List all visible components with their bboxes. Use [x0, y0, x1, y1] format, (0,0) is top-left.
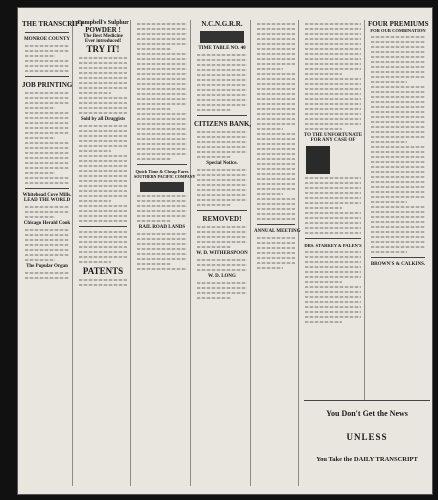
column-5: [254, 20, 299, 486]
bottom-banner: [304, 400, 430, 493]
train-icon: [140, 182, 184, 192]
for-our-combination: FOR OUR COMBINATION: [370, 28, 426, 33]
sold-by: Sold by all Druggists: [80, 117, 126, 122]
annual-meeting: ANNUAL MEETING: [254, 229, 301, 234]
column-1: [22, 20, 84, 486]
special-notice: Special Notice.: [206, 161, 238, 166]
rail-road-lands: RAIL ROAD LANDS: [138, 225, 186, 230]
for-any-case: FOR ANY CASE OF: [310, 138, 356, 143]
timetable: TIME TABLE NO. 40: [198, 46, 246, 51]
dr-starkey: DRS. STARKEY & PALEN'S: [304, 243, 362, 248]
chicago-herald: Chicago Herald Cook: [23, 221, 71, 226]
portrait-illustration: [306, 146, 330, 174]
patents: PATENTS: [82, 266, 124, 276]
column-3: [134, 20, 196, 486]
southern-pacific: SOUTHERN PACIFIC COMPANY: [134, 174, 196, 179]
popular-organ: The Popular Organ: [26, 264, 68, 269]
job-printing: JOB PRINTING: [22, 81, 73, 89]
to-the-unfortunate: TO THE UNFORTUNATE: [303, 133, 363, 138]
masthead-left: THE TRANSCRIPT: [22, 20, 84, 28]
browns-calkins: BROWN'S & CALKINS.: [370, 262, 426, 267]
railroad-header: N.C.N.G.R.R.: [201, 20, 243, 28]
wd-long: W. D. LONG: [208, 274, 236, 279]
citizens-bank: CITIZENS BANK,: [194, 120, 252, 128]
witherspoon: W. D. WITHERSPOON: [196, 251, 248, 256]
campbell-title: Campbell's Sulphur: [77, 20, 129, 26]
column-2: [76, 20, 131, 486]
campbell-sub: POWDER !: [85, 26, 121, 34]
removed: REMOVED!: [202, 215, 242, 223]
ever-introduced: Ever introduced!: [84, 39, 122, 44]
whiteheads: Whitehead Cove Mills.: [22, 193, 72, 198]
newspaper-page: [18, 8, 432, 494]
quick-time: Quick Time & Cheap Fares: [135, 169, 189, 174]
subhead-left: MONROE COUNTY: [24, 37, 70, 42]
unless: UNLESS: [346, 432, 388, 442]
locomotive-icon: [200, 31, 244, 43]
try-it: TRY IT!: [86, 44, 120, 54]
dont-get-news: You Don't Get the News: [326, 409, 408, 418]
four-premiums: FOUR PREMIUMS: [368, 20, 429, 28]
column-4: [194, 20, 251, 486]
take-daily: You Take the DAILY TRANSCRIPT: [316, 456, 418, 463]
lead-the-world: LEAD THE WORLD: [23, 198, 71, 203]
best-medicine: The Best Medicine: [83, 34, 123, 39]
